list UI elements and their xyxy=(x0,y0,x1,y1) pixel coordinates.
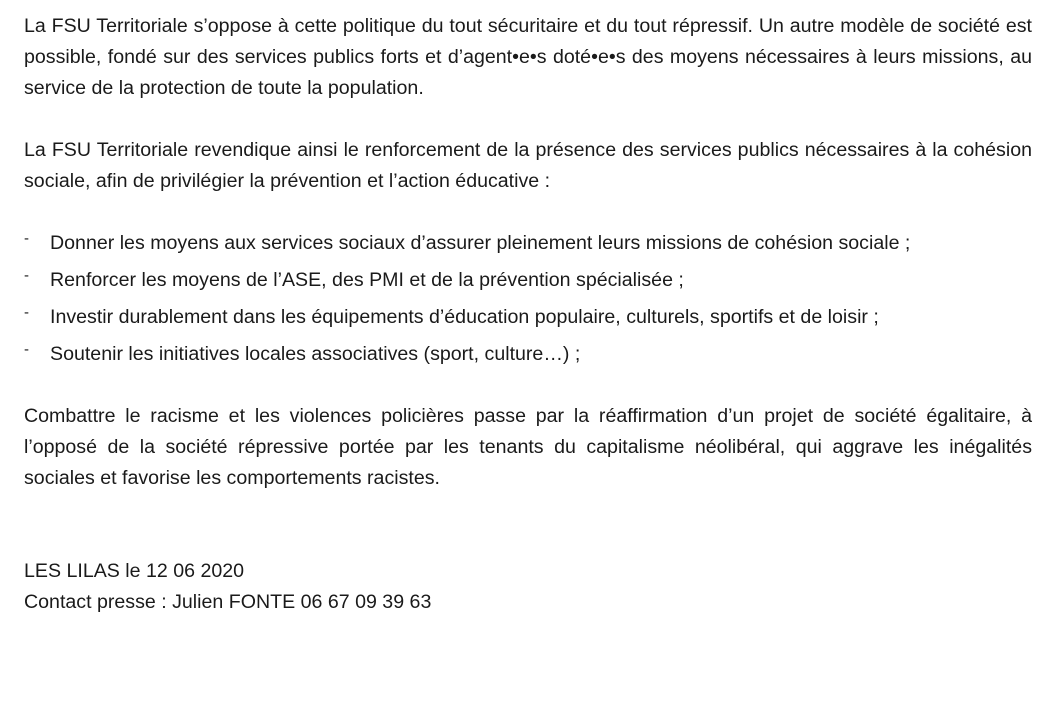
list-item xyxy=(24,302,1032,333)
list-item xyxy=(24,265,1032,296)
dash-bullet-icon: - xyxy=(24,230,29,247)
press-contact: Contact presse : Julien FONTE 06 67 09 39 63 xyxy=(24,591,432,613)
document-body xyxy=(24,11,1032,618)
list-item xyxy=(24,339,1032,370)
list-item xyxy=(24,228,1032,259)
dash-bullet-icon: - xyxy=(24,304,29,321)
demands-list xyxy=(24,228,1032,370)
place-date: LES LILAS le 12 06 2020 xyxy=(24,560,245,582)
list-item-text: Soutenir les initiatives locales associatives (sport, culture…) ; xyxy=(50,343,581,365)
list-item-text: Renforcer les moyens de l’ASE, des PMI et de la prévention spécialisée ; xyxy=(50,269,684,291)
paragraph-closing: Combattre le racisme et les violences policières passe par la réaffirmation d’un projet de société égalitaire, à l’opposé de la société répressive portée par les tenants du capitalisme néolibéral, qui aggrave les inégalités sociales et favorise les comportements racistes. xyxy=(24,405,1032,489)
list-item-text: Donner les moyens aux services sociaux d’assurer pleinement leurs missions de cohésion sociale ; xyxy=(50,232,911,254)
paragraph-opposition: La FSU Territoriale s’oppose à cette politique du tout sécuritaire et du tout répressif. Un autre modèle de société est possible, fondé sur des services publics forts et d’agent•e•s doté•e•s des moyens nécessaires à leurs missions, au service de la protection de toute la population. xyxy=(24,15,1032,99)
dash-bullet-icon: - xyxy=(24,341,29,358)
signature-block xyxy=(24,556,1032,618)
list-item-text: Investir durablement dans les équipements d’éducation populaire, culturels, sportifs et de loisir ; xyxy=(50,306,879,328)
paragraph-demands-intro: La FSU Territoriale revendique ainsi le renforcement de la présence des services publics nécessaires à la cohésion sociale, afin de privilégier la prévention et l’action éducative : xyxy=(24,139,1032,192)
dash-bullet-icon: - xyxy=(24,267,29,284)
